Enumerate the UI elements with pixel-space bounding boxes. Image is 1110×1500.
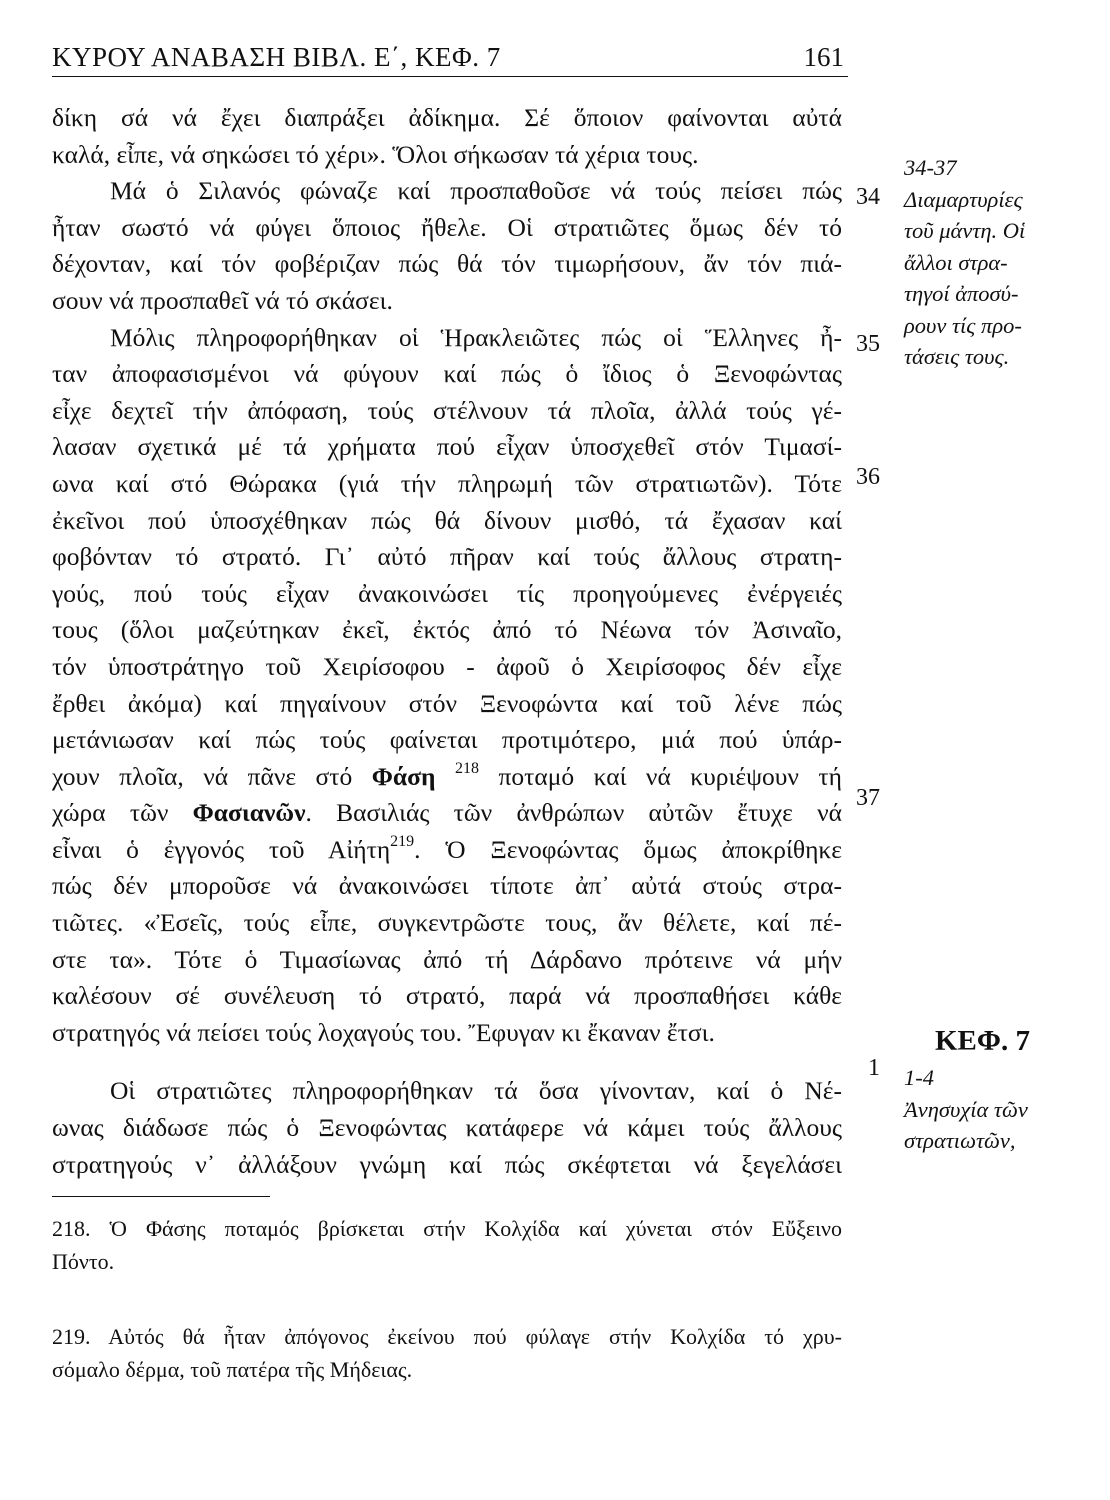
margin-note-line: ρουν τίς προ- <box>904 312 1022 338</box>
footnote-ref-219: 219 <box>390 832 415 850</box>
text-line: στρατηγούς ν᾽ ἀλλάξουν γνώμη καί πώς σκέφτεται νά ξεγελάσει <box>52 1149 842 1179</box>
text-line <box>52 795 842 832</box>
margin-note-line: 1-4 <box>904 1065 934 1090</box>
text-run: εἶναι ὁ ἐγγονός τοῦ Αἰήτη <box>52 834 391 864</box>
page-number: 161 <box>803 42 844 72</box>
margin-note-line: 34-37 <box>904 155 957 180</box>
text-line: στε τα». Τότε ὁ Τιμασίωνας ἀπό τή Δάρδανο πρότεινε νά μήν <box>52 944 842 974</box>
people-name: Φασιανῶν <box>192 798 306 828</box>
text-line: εἶχε δεχτεῖ τήν ἀπόφαση, τούς στέλνουν τά πλοῖα, ἀλλά τούς γέ- <box>52 395 842 425</box>
text-run: . Βασιλιάς τῶν ἀνθρώπων αὐτῶν ἔτυχε νά <box>305 798 842 828</box>
river-name: Φάση <box>371 761 436 791</box>
main-text <box>52 100 842 1183</box>
text-line: σουν νά προσπαθεῖ νά τό σκάσει. <box>52 285 393 315</box>
section-number: 34 <box>856 184 880 210</box>
text-line: Οἱ στρατιῶτες πληροφορήθηκαν τά ὅσα γίνονταν, καί ὁ Νέ- <box>110 1076 842 1106</box>
text-line: δίκη σά νά ἔχει διαπράξει ἀδίκημα. Σέ ὅποιον φαίνονται αὐτά <box>52 103 842 132</box>
section-number: 1 <box>868 1055 880 1081</box>
text-run: χουν πλοῖα, νά πᾶνε στό <box>52 761 353 791</box>
text-run: . Ὁ Ξενοφώντας ὅμως ἀποκρίθηκε <box>414 834 842 864</box>
margin-note-line: στρατιωτῶν, <box>904 1128 1016 1153</box>
text-line: λασαν σχετικά μέ τά χρήματα πού εἶχαν ὑποσχεθεῖ στόν Τιμασί- <box>52 432 842 462</box>
text-run: ποταμό καί νά κυριέψουν τή <box>498 761 843 791</box>
text-line: ωνας διάδωσε πώς ὁ Ξενοφώντας κατάφερε νά κάμει τούς ἄλλους <box>52 1113 842 1143</box>
text-line: δέχονταν, καί τόν φοβέριζαν πώς θά τόν τιμωρήσουν, ἄν τόν πιά- <box>52 249 842 279</box>
section-number: 37 <box>856 785 880 811</box>
text-line: ἦταν σωστό νά φύγει ὅποιος ἤθελε. Οἱ στρατιῶτες ὅμως δέν τό <box>52 212 842 242</box>
text-line: γούς, πού τούς εἶχαν ἀνακοινώσει τίς προηγούμενες ἐνέργειές <box>52 578 842 608</box>
text-run: χώρα τῶν <box>52 798 169 828</box>
margin-note-line: ἄλλοι στρα- <box>904 249 1008 275</box>
footnote-ref-218: 218 <box>454 759 479 777</box>
text-line: ἐκεῖνοι πού ὑποσχέθηκαν πώς θά δίνουν μισθό, τά ἔχασαν καί <box>52 505 842 535</box>
margin-note-line: Ἀνησυχία τῶν <box>904 1096 1028 1122</box>
text-line: ωνα καί στό Θώρακα (γιά τήν πληρωμή τῶν στρατιωτῶν). Τότε <box>52 468 842 498</box>
header-title: ΚΥΡΟΥ ΑΝΑΒΑΣΗ ΒΙΒΛ. Ε΄, ΚΕΦ. 7 <box>52 42 501 72</box>
section-number: 36 <box>856 464 880 490</box>
margin-note-line: Διαμαρτυρίες <box>904 186 1023 212</box>
text-line: ταν ἀποφασισμένοι νά φύγουν καί πώς ὁ ἴδιος ὁ Ξενοφώντας <box>52 359 842 389</box>
margin-note-line: τοῦ μάντη. Οἱ <box>904 218 1026 243</box>
text-line: τόν ὑποστράτηγο τοῦ Χειρίσοφου - ἀφοῦ ὁ Χειρίσοφος δέν εἶχε <box>52 651 842 681</box>
footnote-gap <box>52 1278 842 1320</box>
footnote-219: 219. Αὐτός θά ἦταν ἀπόγονος ἐκείνου πού φύλαγε στήν Κολχίδα τό χρυ- <box>52 1324 842 1349</box>
text-line: πώς δέν μποροῦσε νά ἀνακοινώσει τίποτε ἀπ᾽ αὐτά στούς στρα- <box>52 871 842 901</box>
text-line: τιῶτες. «Ἐσεῖς, τούς εἶπε, συγκεντρῶστε τους, ἄν θέλετε, καί πέ- <box>52 908 842 938</box>
margin-note-unrest <box>904 1062 1054 1157</box>
text-line: στρατηγός νά πείσει τούς λοχαγούς του. Ἔφυγαν κι ἔκαναν ἔτσι. <box>52 1017 715 1047</box>
footnote-218: 218. Ὁ Φάσης ποταμός βρίσκεται στήν Κολχίδα καί χύνεται στόν Εὔξεινο <box>52 1216 842 1241</box>
paragraph-gap <box>52 1051 842 1073</box>
margin-note-line: τηγοί ἀποσύ- <box>904 281 1019 306</box>
text-line: φοβόνταν τό στρατό. Γι᾽ αὐτό πῆραν καί τούς ἄλλους στρατη- <box>52 542 842 572</box>
footnote-219-cont: σόμαλο δέρμα, τοῦ πατέρα τῆς Μήδειας. <box>52 1357 413 1382</box>
text-line: Μόλις πληροφορήθηκαν οἱ Ἡρακλειῶτες πώς οἱ Ἕλληνες ἦ- <box>110 322 842 352</box>
footnote-separator <box>52 1196 270 1197</box>
text-line: Μά ὁ Σιλανός φώναζε καί προσπαθοῦσε νά τούς πείσει πώς <box>110 176 842 206</box>
running-header <box>52 38 848 77</box>
footnote-218-cont: Πόντο. <box>52 1249 115 1274</box>
section-number: 35 <box>856 331 880 357</box>
text-line: καλέσουν σέ συνέλευση τό στρατό, παρά νά προσπαθήσει κάθε <box>52 981 842 1011</box>
margin-note-protests <box>904 152 1054 373</box>
text-line <box>52 832 842 869</box>
footnotes <box>52 1212 842 1386</box>
text-line: ἔρθει ἀκόμα) καί πηγαίνουν στόν Ξενοφώντα καί τοῦ λένε πώς <box>52 688 842 718</box>
text-line: μετάνιωσαν καί πώς τούς φαίνεται προτιμότερο, μιά πού ὑπάρ- <box>52 725 842 755</box>
chapter-heading: ΚΕΦ. 7 <box>935 1025 1030 1057</box>
text-line: τους (ὅλοι μαζεύτηκαν ἐκεῖ, ἐκτός ἀπό τό Νέωνα τόν Ἀσιναῖο, <box>52 615 842 645</box>
text-line <box>52 759 842 796</box>
margin-note-line: τάσεις τους. <box>904 344 1010 369</box>
text-line: καλά, εἶπε, νά σηκώσει τό χέρι». Ὅλοι σήκωσαν τά χέρια τους. <box>52 139 699 169</box>
